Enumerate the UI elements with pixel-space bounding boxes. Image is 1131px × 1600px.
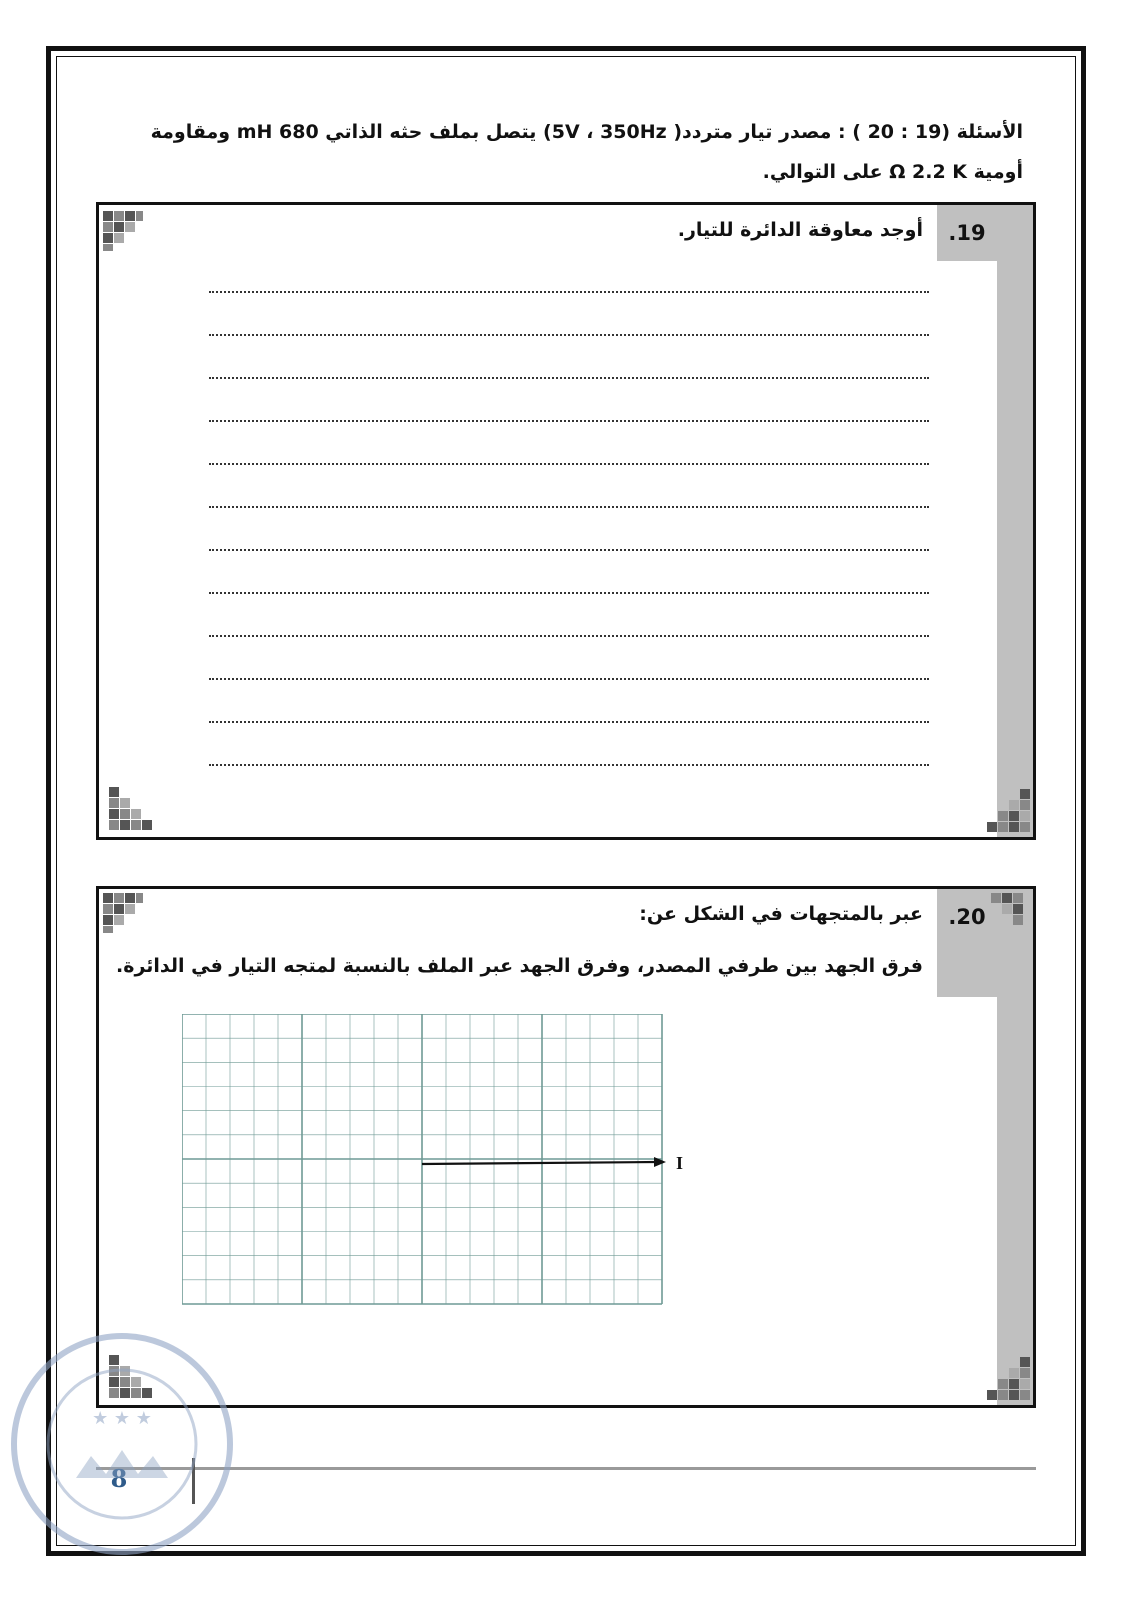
corner-pattern-top-left <box>103 893 143 933</box>
corner-pattern-bottom-right <box>987 1357 1031 1401</box>
vector-graph[interactable] <box>182 1014 702 1314</box>
vector-label: I <box>676 1153 684 1173</box>
current-vector-arrow <box>422 1162 657 1164</box>
answer-line[interactable] <box>209 291 929 293</box>
question-20-subtext: فرق الجهد بين طرفي المصدر، وفرق الجهد عبر الملف بالنسبة لمتجه التيار في الدائرة. <box>116 955 923 977</box>
question-19-number: 19. <box>937 205 997 261</box>
answer-line[interactable] <box>209 678 929 680</box>
question-19-box <box>96 202 1036 840</box>
corner-pattern-bottom-left <box>109 787 153 831</box>
graph-grid <box>182 1014 662 1304</box>
svg-text:★ ★ ★: ★ ★ ★ <box>92 1408 152 1429</box>
question-20-text: عبر بالمتجهات في الشكل عن: <box>639 903 923 925</box>
intro-line-2: أومية Ω 2.2 K على التوالي. <box>762 161 1023 183</box>
answer-line[interactable] <box>209 463 929 465</box>
question-19-text: أوجد معاوقة الدائرة للتيار. <box>677 219 923 241</box>
intro-line-1: الأسئلة (19 : 20 ) : مصدر تيار متردد( 5V ، 350Hz) يتصل بملف حثه الذاتي mH 680 ومقاومة <box>150 121 1023 143</box>
corner-pattern-top-right <box>991 893 1031 933</box>
answer-line[interactable] <box>209 420 929 422</box>
corner-pattern-bottom-right <box>987 789 1031 833</box>
watermark-stamp-logo <box>6 1328 238 1560</box>
answer-line[interactable] <box>209 334 929 336</box>
answer-line[interactable] <box>209 377 929 379</box>
answer-line[interactable] <box>209 764 929 766</box>
answer-line[interactable] <box>209 549 929 551</box>
side-strip <box>997 889 1033 1405</box>
answer-line[interactable] <box>209 721 929 723</box>
answer-line[interactable] <box>209 635 929 637</box>
intro-text <box>113 112 1023 192</box>
answer-line[interactable] <box>209 592 929 594</box>
answer-line[interactable] <box>209 506 929 508</box>
page-number: 8 <box>110 1464 128 1493</box>
question-20-number: 20. <box>937 889 997 997</box>
side-strip <box>997 205 1033 837</box>
corner-pattern-top-left <box>103 211 143 251</box>
